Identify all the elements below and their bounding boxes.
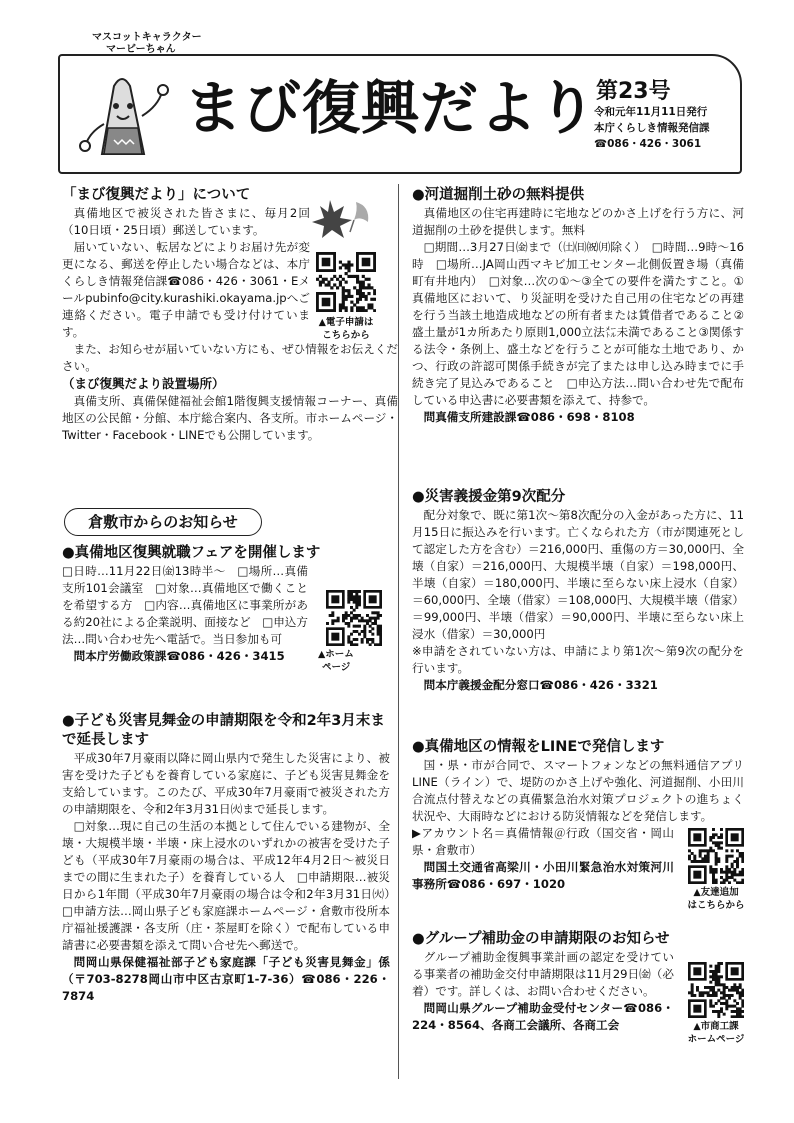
about-title: 「まび復興だより」について	[62, 187, 251, 203]
about-paragraph-2: 届いていない、転居などによりお届け先が変更になる、郵送を停止したい場合などは、本庁くらしき情報発信課☎086・426・3061・Eメールpubinfo@city.kurashiki.okayama.jpへご連絡ください。電子申請でも受け付けています。	[62, 240, 310, 339]
mascot-label-line-2: マービーちゃん	[106, 44, 176, 55]
child-aid-paragraph-1: 平成30年7月豪雨以降に岡山県内で発生した災害により、被害を受けた子どもを養育している家庭に、子ども災害見舞金を支給しています。このたび、平成30年7月豪雨で被災された方の申請期限を、令和2年3月31日㈫まで延長します。	[62, 751, 390, 816]
relief-fund-title: ●災害義援金第9次配分	[412, 489, 566, 505]
line-info-contact: 問国土交通省高梁川・小田川緊急治水対策河川事務所☎086・697・1020	[412, 860, 674, 891]
qr-caption-line-2: ページ	[322, 662, 351, 673]
river-soil-contact: 問真備支所建設課☎086・698・8108	[423, 410, 635, 424]
relief-fund-section	[412, 488, 744, 694]
job-fair-title: ●真備地区復興就職フェアを開催します	[62, 545, 321, 561]
about-subheading: （まび復興だより設置場所）	[62, 376, 225, 391]
qr-caption-line-1: ▲友達追加	[693, 887, 739, 898]
group-aid-paragraph-1: グループ補助金復興事業計画の認定を受けている事業者の補助金交付申請期限は11月29日㈮（必着）です。詳しくは、お問い合わせください。	[412, 950, 674, 998]
job-fair-body: □日時…11月22日㈮13時半～ □場所…真備支所101会議室 □対象…真備地区で働くことを希望する方 □内容…真備地区に事業所がある約20社による企業説明、面接など □申込方法…問い合わせ先へ電話で。当日参加も可	[62, 564, 308, 646]
qr-caption-line-1: ▲市商工課	[693, 1021, 739, 1032]
child-aid-title: ●子ども災害見舞金の申請期限を令和2年3月末まで延長します	[62, 713, 385, 748]
qr-code-icon[interactable]	[316, 252, 376, 312]
qr-caption-homepage	[318, 648, 378, 674]
about-paragraph-1: 真備地区で被災された皆さまに、毎月2回（10日頃・25日頃）郵送しています。	[62, 206, 310, 237]
river-soil-paragraph-1: 真備地区の住宅再建時に宅地などのかさ上げを行う方に、河道掘削の土砂を提供します。無料	[412, 206, 744, 237]
mascot-label-line-1: マスコットキャラクター	[92, 32, 202, 43]
mascot-marbie-icon	[72, 66, 172, 162]
qr-caption-line-1: ▲電子申請は	[318, 317, 374, 328]
qr-caption-line-2: はこちらから	[687, 900, 745, 911]
mascot-label	[92, 32, 202, 56]
qr-caption-line-1: ▲ホーム	[318, 649, 354, 660]
river-soil-section	[412, 186, 744, 426]
newsletter-title: まび復興だより	[184, 74, 598, 142]
publish-date: 令和元年11月11日発行	[594, 106, 708, 118]
qr-code-icon[interactable]	[688, 828, 744, 884]
qr-caption-line-2: ホームページ	[687, 1034, 745, 1045]
qr-caption-commerce	[680, 1020, 752, 1046]
about-paragraph-4: 真備支所、真備保健福祉会館1階復興支援情報コーナー、真備地区の公民館・分館、本庁総合案内、各支所。市ホームページ・Twitter・Facebook・LINEでも公開しています。	[62, 394, 398, 442]
notice-header: 倉敷市からのお知らせ	[64, 508, 262, 536]
line-info-title: ●真備地区の情報をLINEで発信します	[412, 739, 665, 755]
line-info-paragraph-1: 国・県・市が合同で、スマートフォンなどの無料通信アプリLINE（ライン）で、堤防のかさ上げや強化、河道掘削、小田川合流点付替えなどの真備緊急治水対策プロジェクトの進ちょく状況や、大雨時などにおける防災情報などを発信します。	[412, 758, 744, 823]
publisher-phone: ☎086・426・3061	[594, 138, 702, 150]
qr-caption-line-2: こちらから	[322, 330, 370, 341]
qr-code-icon[interactable]	[688, 962, 744, 1018]
publisher: 本庁くらしき情報発信課	[594, 122, 710, 134]
relief-fund-contact: 問本庁義援金配分窓口☎086・426・3321	[423, 678, 658, 692]
group-aid-title: ●グループ補助金の申請期限のお知らせ	[412, 931, 670, 947]
river-soil-title: ●河道掘削土砂の無料提供	[412, 187, 585, 203]
column-divider	[398, 184, 399, 1079]
job-fair-contact: 問本庁労働政策課☎086・426・3415	[73, 649, 285, 663]
river-soil-paragraph-2: □期間…3月27日㈮まで（㈯㈰㈷㈪除く） □時間…9時～16時 □場所…JA岡山西マキビ加工センター北側仮置き場（真備町有井地内） □対象…次の①～③全ての要件を満たすこと。①真備地区において、り災証明を受けた自己用の住宅などの再建を行う当該土地造成地などの所有者または賃借者であること②盛土量が1カ所あたり原則1,000立法㍍未満であること③関係する法令・条例上、盛土などを行うことが可能な土地であり、かつ、行政の許認可関係手続きが完了または申し込み時までに手続き完了見込みであること □申込方法…問い合わせ先で配布している申込書に必要書類を添えて、持参で。	[412, 240, 744, 407]
issue-number: 第23号	[596, 79, 671, 104]
qr-caption-electronic	[306, 316, 386, 342]
about-paragraph-3: また、お知らせが届いていない方にも、ぜひ情報をお伝えください。	[62, 342, 398, 373]
relief-fund-paragraph-1: 配分対象で、既に第1次～第8次配分の入金があった方に、11月15日に振込みを行います。亡くなられた方（市が関連死として認定した方を含む）＝216,000円、重傷の方＝30,000円、全壊（自家）＝216,000円、大規模半壊（自家）＝198,000円、半壊（自家）＝180,000円、半壊に至らない床上浸水（自家）＝60,000円、全壊（借家）＝108,000円、大規模半壊（借家）＝99,000円、半壊（借家）＝90,000円、半壊に至らない床上浸水（借家）＝30,000円	[412, 508, 744, 641]
qr-caption-line-friend	[680, 886, 752, 912]
child-aid-paragraph-2: □対象…現に自己の生活の本拠として住んでいる建物が、全壊・大規模半壊・半壊・床上浸水のいずれかの被害を受けた子ども（平成30年7月豪雨の場合は、平成12年4月2日～被災日までの間に生まれた子）を養育している人 □申請期限…被災日から1年間（平成30年7月豪雨の場合は令和2年3月31日㈫） □申請方法…岡山県子ども家庭課ホームページ・倉敷市役所本庁福祉援護課・各支所（庄・茶屋町を除く）で配布している申請書に必要書類を添えて問い合せ先へ郵送で。	[62, 819, 402, 952]
qr-code-icon[interactable]	[326, 590, 382, 646]
child-aid-contact: 問岡山県保健福祉部子ども家庭課「子ども災害見舞金」係（〒703-8278岡山市中区古京町1-7-36）☎086・226・7874	[62, 955, 390, 1003]
relief-fund-paragraph-2: ※申請をされていない方は、申請により第1次～第9次の配分を行います。	[412, 644, 744, 675]
line-info-account: ▶アカウント名＝真備情報＠行政（国交省・岡山県・倉敷市）	[412, 826, 674, 857]
maple-leaf-icon	[310, 192, 374, 244]
group-aid-contact: 問岡山県グループ補助金受付センター☎086・224・8564、各商工会議所、各商工会	[412, 1001, 674, 1032]
child-aid-section	[62, 712, 402, 1005]
